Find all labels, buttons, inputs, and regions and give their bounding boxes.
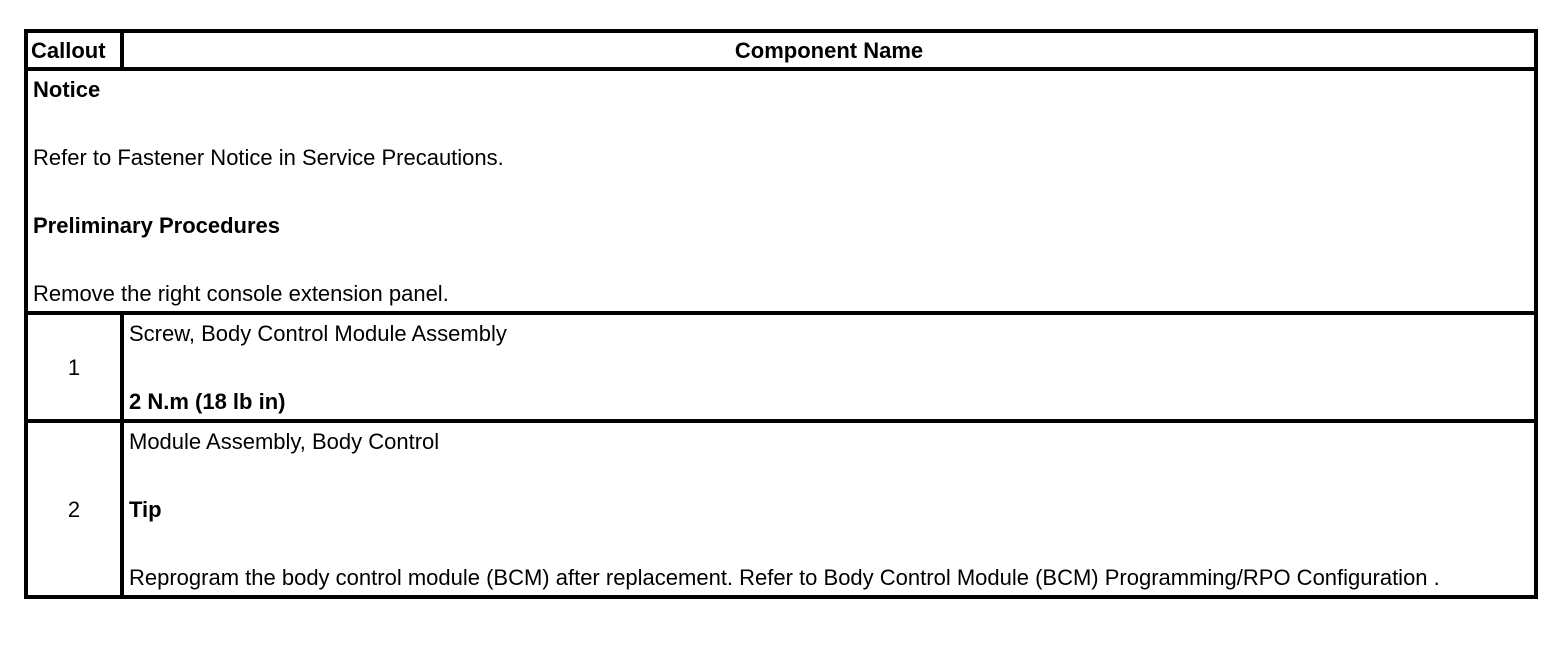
table-row: [26, 421, 1536, 597]
procedures-heading: Preliminary Procedures: [33, 213, 281, 238]
header-callout: Callout: [26, 31, 122, 69]
component-name: Module Assembly, Body Control: [129, 429, 440, 454]
table-row: [26, 313, 1536, 421]
component-description: [122, 421, 1536, 597]
tip-text: Reprogram the body control module (BCM) after replacement. Refer to Body Control Module (BCM) Programming/RPO Configuration .: [129, 565, 1440, 590]
notice-text: Refer to Fastener Notice in Service Precautions.: [33, 145, 504, 170]
component-name: Screw, Body Control Module Assembly: [129, 321, 507, 346]
header-component-name: Component Name: [122, 31, 1536, 69]
component-table: [24, 29, 1538, 599]
torque-spec: 2 N.m (18 lb in): [129, 389, 286, 414]
preliminary-row: [26, 69, 1536, 313]
component-description: [122, 313, 1536, 421]
table-header-row: [26, 31, 1536, 69]
callout-number: 1: [26, 313, 122, 421]
notice-heading: Notice: [33, 77, 101, 102]
tip-heading: Tip: [129, 497, 162, 522]
procedures-text: Remove the right console extension panel.: [33, 281, 449, 306]
callout-number: 2: [26, 421, 122, 597]
preliminary-cell: [26, 69, 1536, 313]
